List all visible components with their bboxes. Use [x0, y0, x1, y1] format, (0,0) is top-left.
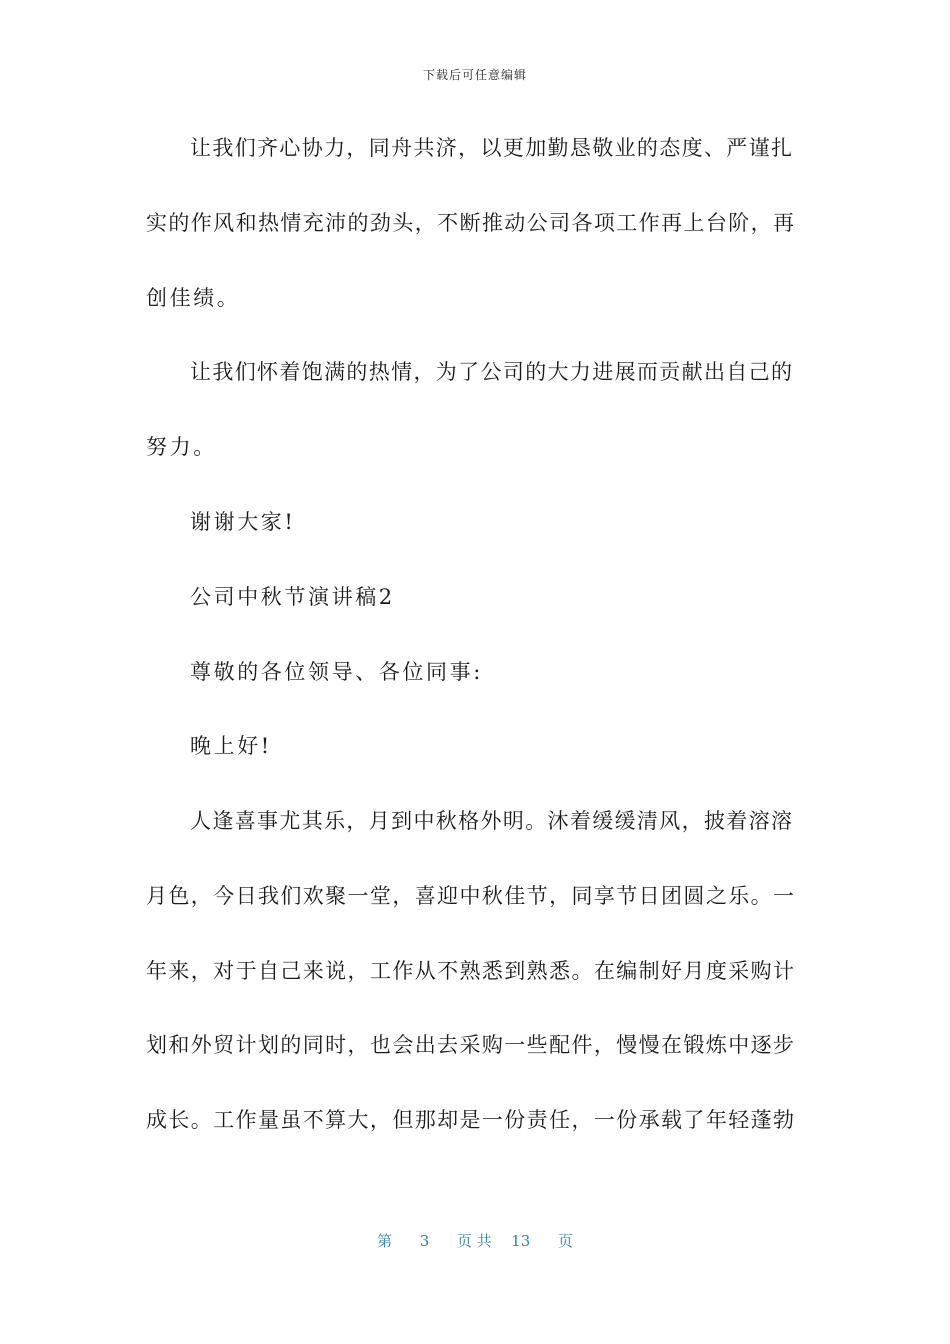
- paragraph-7-line-2: 月色，今日我们欢聚一堂，喜迎中秋佳节，同享节日团圆之乐。一: [146, 884, 794, 908]
- total-pages-number: 13: [511, 1232, 531, 1250]
- paragraph-2-line-1: 让我们怀着饱满的热情，为了公司的大力进展而贡献出自己的: [190, 360, 792, 384]
- footer-prefix: 第: [377, 1232, 393, 1250]
- speech-title: 公司中秋节演讲稿2: [190, 585, 395, 609]
- paragraph-7-line-5: 成长。工作量虽不算大，但那却是一份责任，一份承载了年轻蓬勃: [146, 1108, 794, 1132]
- paragraph-7-line-3: 年来，对于自己来说，工作从不熟悉到熟悉。在编制好月度采购计: [146, 959, 794, 983]
- footer-suffix: 页: [557, 1232, 573, 1250]
- paragraph-2-line-2: 努力。: [146, 435, 217, 459]
- greeting: 晚上好!: [190, 734, 272, 758]
- paragraph-1-line-2: 实的作风和热情充沛的劲头，不断推动公司各项工作再上台阶，再: [146, 211, 794, 235]
- paragraph-7-line-1: 人逢喜事尤其乐，月到中秋格外明。沐着缓缓清风，披着溶溶: [190, 809, 792, 833]
- page-header: 下载后可任意编辑: [422, 68, 527, 82]
- page-footer: [0, 1230, 950, 1251]
- current-page-number: 3: [419, 1232, 430, 1250]
- salutation: 尊敬的各位领导、各位同事:: [190, 660, 483, 684]
- paragraph-7-line-4: 划和外贸计划的同时，也会出去采购一些配件，慢慢在锻炼中逐步: [146, 1033, 794, 1057]
- footer-middle: 页 共: [456, 1232, 492, 1250]
- paragraph-1-line-1: 让我们齐心协力，同舟共济，以更加勤恳敬业的态度、严谨扎: [190, 136, 792, 160]
- closing-thanks: 谢谢大家!: [190, 510, 296, 534]
- paragraph-1-line-3: 创佳绩。: [146, 286, 241, 310]
